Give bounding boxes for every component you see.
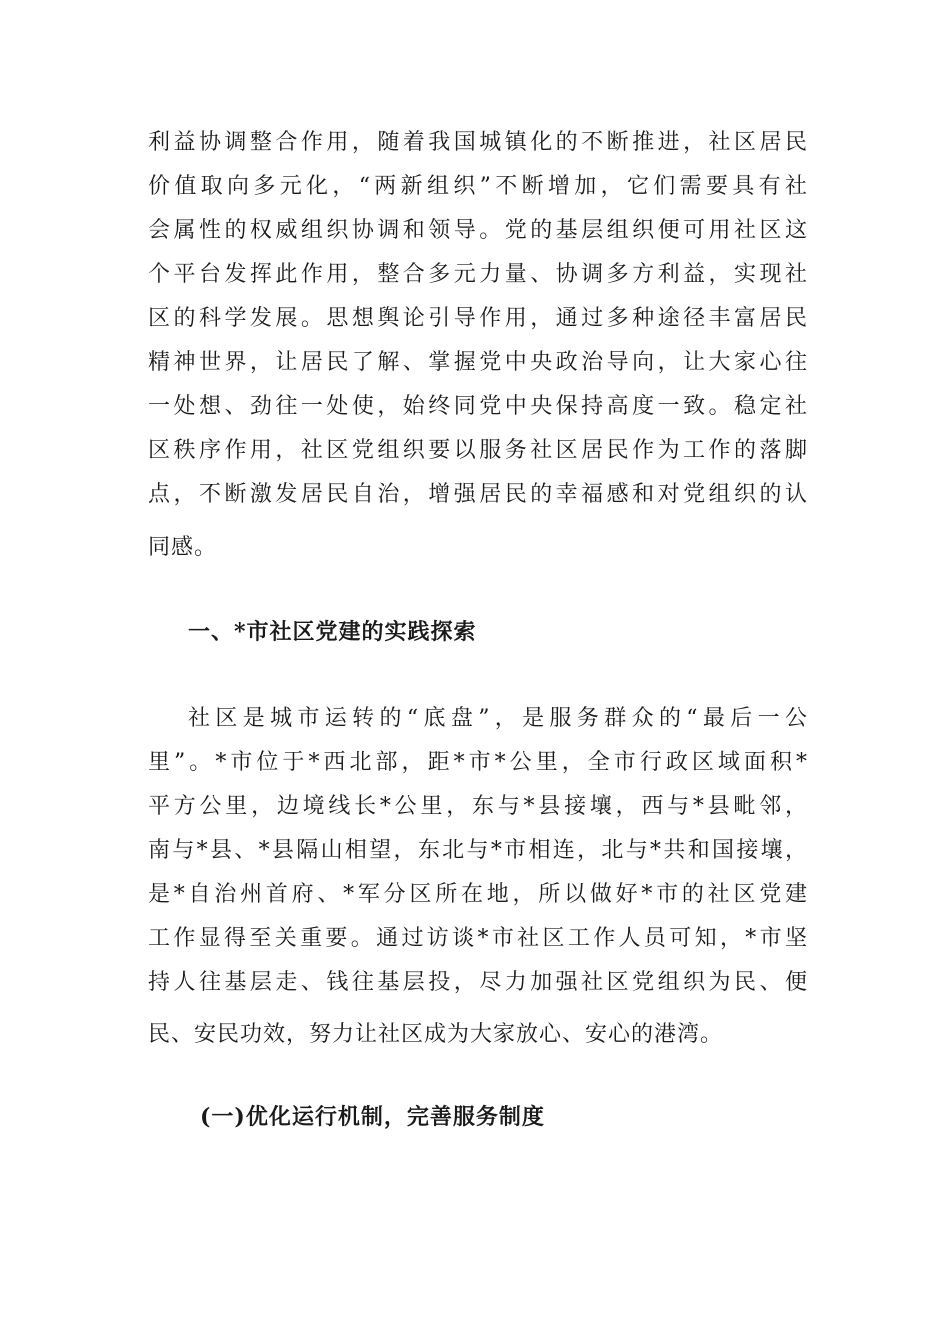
paragraph-2-line-8: 民、安民功效，努力让社区成为大家放心、安心的港湾。 xyxy=(148,1022,724,1047)
paragraph-1-line-7: 一处想、劲往一处使，始终同党中央保持高度一致。稳定社 xyxy=(148,394,808,419)
paragraph-1-line-5: 区的科学发展。思想舆论引导作用，通过多种途径丰富居民 xyxy=(148,306,808,331)
paragraph-2-line-2: 里”。*市位于*西北部，距*市*公里，全市行政区域面积* xyxy=(148,750,808,775)
paragraph-2-line-3: 平方公里，边境线长*公里，东与*县接壤，西与*县毗邻， xyxy=(148,794,808,819)
section-heading-2: (一)优化运行机制，完善服务制度 xyxy=(200,1104,545,1130)
paragraph-1-line-1: 利益协调整合作用，随着我国城镇化的不断推进，社区居民 xyxy=(148,130,808,155)
paragraph-2-line-7: 持人往基层走、钱往基层投，尽力加强社区党组织为民、便 xyxy=(148,970,808,995)
paragraph-1-line-4: 个平台发挥此作用，整合多元力量、协调多方利益，实现社 xyxy=(148,262,808,287)
paragraph-1-line-2: 价值取向多元化，“两新组织”不断增加，它们需要具有社 xyxy=(148,174,808,199)
paragraph-1-line-6: 精神世界，让居民了解、掌握党中央政治导向，让大家心往 xyxy=(148,350,808,375)
paragraph-1-line-8: 区秩序作用，社区党组织要以服务社区居民作为工作的落脚 xyxy=(148,438,808,463)
paragraph-1-line-3: 会属性的权威组织协调和领导。党的基层组织便可用社区这 xyxy=(148,218,808,243)
paragraph-2-line-6: 工作显得至关重要。通过访谈*市社区工作人员可知，*市坚 xyxy=(148,926,808,951)
paragraph-2-line-4: 南与*县、*县隔山相望，东北与*市相连，北与*共和国接壤， xyxy=(148,838,808,863)
paragraph-2-line-1: 社区是城市运转的“底盘”，是服务群众的“最后一公 xyxy=(188,706,808,731)
paragraph-1-line-10: 同感。 xyxy=(148,535,218,560)
paragraph-2-line-5: 是*自治州首府、*军分区所在地，所以做好*市的社区党建 xyxy=(148,882,808,907)
paragraph-1-line-9: 点，不断激发居民自治，增强居民的幸福感和对党组织的认 xyxy=(148,482,808,507)
section-heading-1: 一、*市社区党建的实践探索 xyxy=(188,619,477,645)
